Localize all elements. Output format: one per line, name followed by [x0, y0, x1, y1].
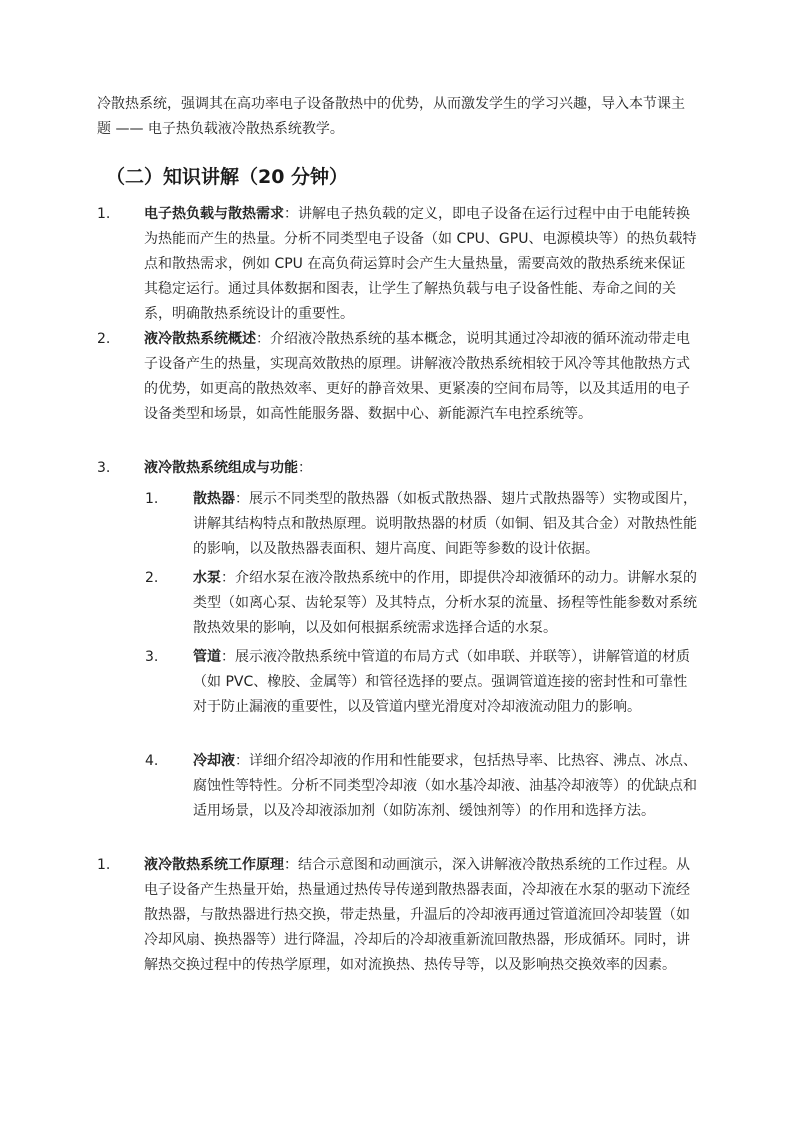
- sub-list-number: 4.: [145, 753, 159, 769]
- sub-list-item-text: 详细介绍冷却液的作用和性能要求，包括热导率、比热容、沸点、冰点、腐蚀性等特性。分析不同类型冷却液（如水基冷却液、油基冷却液等）的优缺点和适用场景，以及冷却液添加剂（如防冻剂、缓蚀剂等）的作用和选择方法。: [193, 753, 697, 819]
- section-heading: （二）知识讲解（20 分钟）: [106, 166, 349, 188]
- sub-list-item-text: 展示液冷散热系统中管道的布局方式（如串联、并联等），讲解管道的材质（如 PVC、橡胶、金属等）和管径选择的要点。强调管道连接的密封性和可靠性对于防止漏液的重要性，以及管道内壁光滑度对冷却液流动阻力的影响。: [193, 649, 690, 715]
- intro-paragraph: 冷散热系统，强调其在高功率电子设备散热中的优势，从而激发学生的学习兴趣，导入本节课主题 —— 电子热负载液冷散热系统教学。: [97, 96, 685, 137]
- sub-list-item-text: 介绍水泵在液冷散热系统中的作用，即提供冷却液循环的动力。讲解水泵的类型（如离心泵、齿轮泵等）及其特点，分析水泵的流量、扬程等性能参数对系统散热效果的影响，以及如何根据系统需求选择合适的水泵。: [193, 570, 697, 636]
- term-separator: ：: [256, 331, 270, 347]
- term-separator: ：: [298, 460, 312, 476]
- list-number: 2.: [97, 331, 111, 347]
- sub-list-item-body: [193, 749, 700, 824]
- term-separator: ：: [221, 649, 235, 665]
- list-item-body: [144, 327, 699, 427]
- list-item-term: 液冷散热系统组成与功能: [144, 460, 298, 476]
- list-number: 1.: [97, 857, 111, 873]
- list-item-term: 液冷散热系统工作原理: [144, 857, 284, 873]
- sub-list-number: 3.: [145, 649, 159, 665]
- sub-list-item-body: [193, 566, 700, 641]
- sub-list-number: 1.: [145, 491, 159, 507]
- list-item-text: 介绍液冷散热系统的基本概念，说明其通过冷却液的循环流动带走电子设备产生的热量，实现高效散热的原理。讲解液冷散热系统相较于风冷等其他散热方式的优势，如更高的散热效率、更好的静音效果、更紧凑的空间布局等，以及其适用的电子设备类型和场景，如高性能服务器、数据中心、新能源汽车电控系统等。: [144, 331, 690, 422]
- list-item-text: 讲解电子热负载的定义，即电子设备在运行过程中由于电能转换为热能而产生的热量。分析不同类型电子设备（如 CPU、GPU、电源模块等）的热负载特点和散热需求，例如 CPU 在高负荷运算时会产生大量热量，需要高效的散热系统来保证其稳定运行。通过具体数据和图表，让学生了解热负载与电子设备性能、寿命之间的关系，明确散热系统设计的重要性。: [144, 206, 697, 322]
- sub-list-number: 2.: [145, 570, 159, 586]
- list-item-body: [144, 853, 699, 978]
- sub-list-item-term: 管道: [193, 649, 221, 665]
- sub-list-item-body: [193, 487, 700, 562]
- list-number: 1.: [97, 206, 111, 222]
- sub-list-item-term: 散热器: [193, 491, 235, 507]
- sub-list-item-term: 冷却液: [193, 753, 235, 769]
- term-separator: ：: [221, 570, 235, 586]
- list-item-body: [144, 456, 699, 481]
- list-item-body: [144, 202, 699, 327]
- list-item-term: 液冷散热系统概述: [144, 331, 256, 347]
- sub-list-item-term: 水泵: [193, 570, 221, 586]
- term-separator: ：: [284, 206, 298, 222]
- term-separator: ：: [284, 857, 298, 873]
- term-separator: ：: [235, 491, 249, 507]
- list-number: 3.: [97, 460, 111, 476]
- term-separator: ：: [235, 753, 249, 769]
- list-item-term: 电子热负载与散热需求: [144, 206, 284, 222]
- sub-list-item-text: 展示不同类型的散热器（如板式散热器、翅片式散热器等）实物或图片，讲解其结构特点和散热原理。说明散热器的材质（如铜、铝及其合金）对散热性能的影响，以及散热器表面积、翅片高度、间距等参数的设计依据。: [193, 491, 697, 557]
- sub-list-item-body: [193, 645, 700, 720]
- list-item-text: 结合示意图和动画演示，深入讲解液冷散热系统的工作过程。从电子设备产生热量开始，热量通过热传导传递到散热器表面，冷却液在水泵的驱动下流经散热器，与散热器进行热交换，带走热量，升温后的冷却液再通过管道流回冷却装置（如冷却风扇、换热器等）进行降温，冷却后的冷却液重新流回散热器，形成循环。同时，讲解热交换过程中的传热学原理，如对流换热、热传导等，以及影响热交换效率的因素。: [144, 857, 690, 973]
